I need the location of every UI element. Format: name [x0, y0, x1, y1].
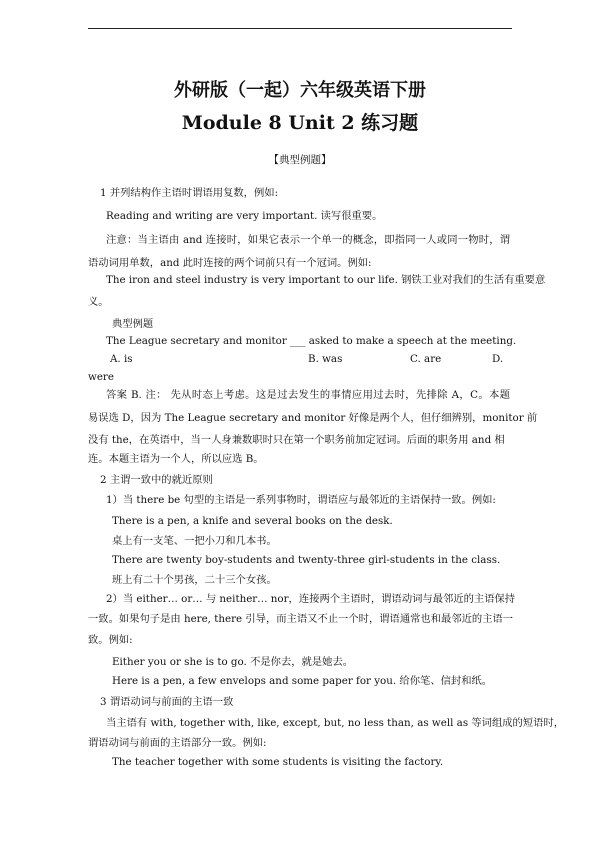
answer-line4: 连。本题主语为一个人，所以应选 B。	[88, 453, 264, 465]
rule2-heading: 2 主谓一致中的就近原则	[100, 474, 213, 486]
rule2-example3: Either you or she is to go. 不是你去，就是她去。	[112, 656, 354, 668]
rule2-example4: Here is a pen, a few envelops and some paper for you. 给你笔、信封和纸。	[112, 675, 493, 687]
rule2-example2: There are twenty boy-students and twenty-three girl-students in the class.	[112, 554, 501, 566]
header-rule	[88, 28, 512, 29]
rule2-example2-cn: 班上有二十个男孩，二十三个女孩。	[112, 574, 277, 586]
rule1-example2-line2: 义。	[88, 296, 109, 308]
option-b: B. was	[308, 353, 343, 365]
rule1-example: Reading and writing are very important. 读写很重要。	[106, 210, 383, 222]
option-c: C. are	[410, 353, 442, 365]
rule2-example1-cn: 桌上有一支笔、一把小刀和几本书。	[112, 535, 277, 547]
answer-line2: 易误选 D，因为 The League secretary and monitor 好像是两个人，但仔细辨别，monitor 前	[88, 412, 538, 424]
rule1-example2-line1: The iron and steel industry is very important to our life. 钢铁工业对我们的生活有重要意	[106, 274, 546, 286]
rule1-note-line1: 注意：当主语由 and 连接时，如果它表示一个单一的概念，即指同一人或同一物时，谓	[106, 234, 510, 246]
answer-line1: 答案 B. 注： 先从时态上考虑。这是过去发生的事情应用过去时，先排除 A，C。本题	[106, 389, 510, 401]
rule1-note-line2: 语动词用单数，and 此时连接的两个词前只有一个冠词。例如:	[88, 257, 372, 269]
option-d-continued: were	[88, 371, 114, 383]
rule3-example1: The teacher together with some students is visiting the factory.	[112, 756, 444, 768]
rule2-point2-line2: 一致。如果句子是由 here, there 引导，而主语又不止一个时，谓语通常也和最邻近的主语一	[88, 613, 514, 625]
option-a: A. is	[110, 353, 133, 365]
document-subtitle: Module 8 Unit 2 练习题	[181, 112, 419, 134]
section-heading: 【典型例题】	[268, 154, 332, 166]
option-d: D.	[492, 353, 504, 365]
document-title: 外研版（一起）六年级英语下册	[174, 80, 426, 101]
rule3-point-line2: 谓语动词与前面的主语部分一致。例如:	[88, 737, 267, 749]
rule1-heading: 1 并列结构作主语时谓语用复数，例如:	[100, 187, 279, 199]
rule3-point-line1: 当主语有 with, together with, like, except, but, no less than, as well as 等词组成的短语时，	[106, 717, 565, 729]
rule2-point1: 1）当 there be 句型的主语是一系列事物时，谓语应与最邻近的主语保持一致。例如:	[106, 494, 496, 506]
rule2-point2-line3: 致。例如:	[88, 634, 133, 646]
rule3-heading: 3 谓语动词与前面的主语一致	[100, 696, 234, 708]
answer-line3: 没有 the，在英语中，当一人身兼数职时只在第一个职务前加定冠词。后面的职务用 and 相	[88, 434, 505, 446]
question-text: The League secretary and monitor ___ asked to make a speech at the meeting.	[106, 335, 517, 347]
rule2-point2-line1: 2）当 either… or… 与 neither… nor，连接两个主语时，谓语动词与最邻近的主语保持	[106, 593, 516, 605]
typical-example-label: 典型例题	[112, 318, 154, 330]
rule2-example1: There is a pen, a knife and several books on the desk.	[112, 515, 393, 527]
